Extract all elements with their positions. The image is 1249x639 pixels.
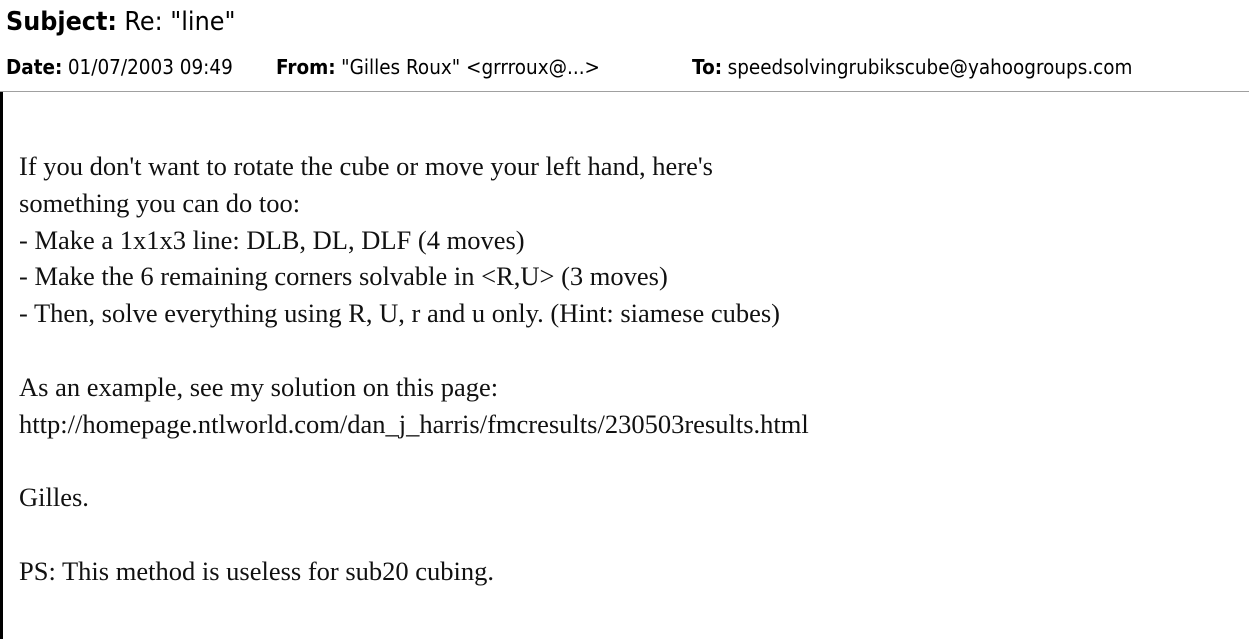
subject-label: Subject: xyxy=(6,7,117,37)
body-line: - Make a 1x1x3 line: DLB, DL, DLF (4 moves) xyxy=(19,224,525,255)
signature: Gilles. xyxy=(19,482,89,513)
body-left-border xyxy=(0,92,3,639)
from-label: From: xyxy=(276,55,336,79)
to-value[interactable]: speedsolvingrubikscube@yahoogroups.com xyxy=(727,55,1133,79)
body-link[interactable]: http://homepage.ntlworld.com/dan_j_harris/fmcresults/230503results.html xyxy=(19,408,809,439)
message-header xyxy=(0,0,1249,92)
postscript: PS: This method is useless for sub20 cubing. xyxy=(19,555,495,586)
to-label: To: xyxy=(692,55,723,79)
body-line: - Make the 6 remaining corners solvable in <R,U> (3 moves) xyxy=(19,261,668,292)
body-line: something you can do too: xyxy=(19,187,301,218)
body-line xyxy=(19,516,1239,553)
message-body xyxy=(19,148,1239,590)
date-field xyxy=(6,53,233,81)
body-line xyxy=(19,442,1239,479)
subject-value: Re: "line" xyxy=(124,7,236,37)
date-label: Date: xyxy=(6,55,63,79)
subject-field xyxy=(6,4,235,40)
from-field xyxy=(276,53,600,81)
body-line: If you don't want to rotate the cube or move your left hand, here's xyxy=(19,151,713,181)
body-line xyxy=(19,332,1239,369)
body-line: - Then, solve everything using R, U, r and u only. (Hint: siamese cubes) xyxy=(19,298,780,329)
from-value[interactable]: "Gilles Roux" <grrroux@...> xyxy=(341,55,600,79)
to-field xyxy=(692,53,1132,81)
body-line: As an example, see my solution on this page: xyxy=(19,371,499,402)
date-value: 01/07/2003 09:49 xyxy=(67,55,233,79)
